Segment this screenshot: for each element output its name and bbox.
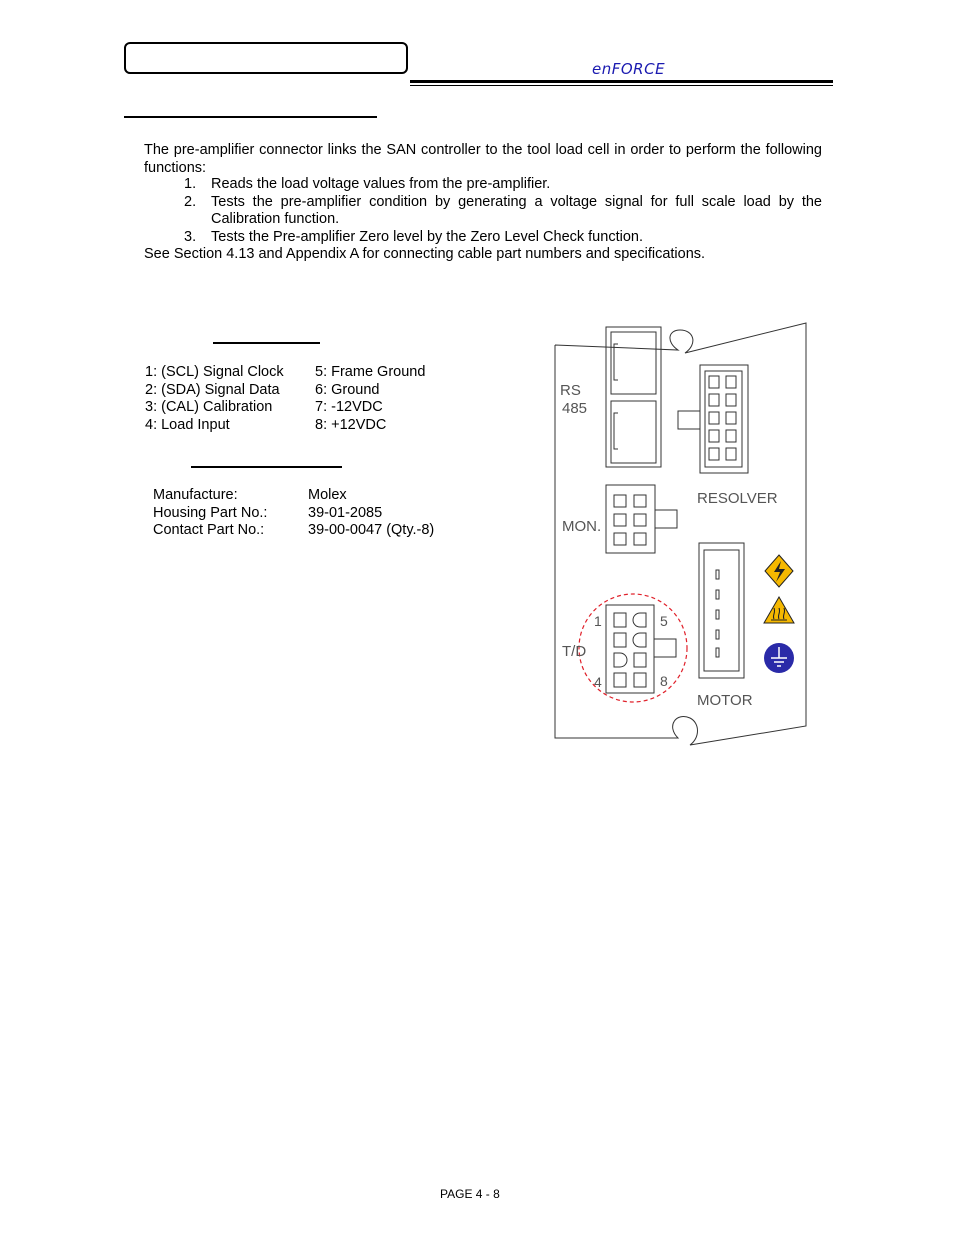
- list-item: 2. Tests the pre-amplifier condition by generating a voltage signal for full scale load by the Calibration function.: [184, 193, 822, 227]
- ground-icon: [764, 643, 794, 673]
- resolver-label: RESOLVER: [697, 490, 778, 507]
- resolver-connector: [678, 365, 748, 473]
- brand-logo: enFORCE: [592, 60, 666, 78]
- page-number: PAGE 4 - 8: [440, 1187, 500, 1201]
- td-label: T/D: [562, 643, 587, 660]
- mon-connector: [606, 485, 677, 553]
- specs-heading-underline: [191, 466, 342, 468]
- motor-label: MOTOR: [697, 692, 753, 709]
- motor-connector: [699, 543, 744, 678]
- header-title-box: [124, 42, 408, 74]
- table-row: Manufacture: Molex: [153, 487, 347, 503]
- 485-label: 485: [562, 400, 588, 417]
- pinout-heading-underline: [213, 342, 320, 344]
- function-list: [184, 176, 822, 246]
- high-voltage-warning-icon: [765, 555, 793, 587]
- pin-1-label: 1: [594, 613, 602, 629]
- table-row: 2: (SDA) Signal Data 6: Ground: [145, 381, 380, 398]
- pin-4-label: 4: [594, 674, 602, 690]
- intro-paragraph: The pre-amplifier connector links the SAN controller to the tool load cell in order to perform the following functions:: [144, 142, 822, 176]
- table-row: 1: (SCL) Signal Clock 5: Frame Ground: [145, 364, 426, 380]
- header-rule: [410, 80, 833, 83]
- header-rule-thin: [410, 85, 833, 86]
- section-heading-underline: [124, 116, 377, 118]
- hot-surface-warning-icon: [764, 597, 794, 623]
- table-row: Housing Part No.: 39-01-2085: [153, 504, 383, 521]
- mon-label: MON.: [562, 518, 602, 535]
- list-item: 3. Tests the Pre-amplifier Zero level by the Zero Level Check function.: [184, 228, 643, 245]
- connector-specs: [153, 487, 434, 540]
- pin-5-label: 5: [660, 613, 668, 629]
- table-row: 3: (CAL) Calibration 7: -12VDC: [145, 399, 383, 416]
- see-also-note: See Section 4.13 and Appendix A for connecting cable part numbers and specifications.: [144, 246, 706, 262]
- list-item: 1. Reads the load voltage values from the pre-amplifier.: [184, 176, 551, 192]
- pinout-table: [145, 364, 425, 435]
- rs-label: RS: [560, 382, 581, 399]
- table-row: 4: Load Input 8: +12VDC: [145, 417, 387, 434]
- table-row: Contact Part No.: 39-00-0047 (Qty.-8): [153, 522, 435, 539]
- pin-8-label: 8: [660, 673, 668, 689]
- controller-panel-diagram: [548, 308, 816, 753]
